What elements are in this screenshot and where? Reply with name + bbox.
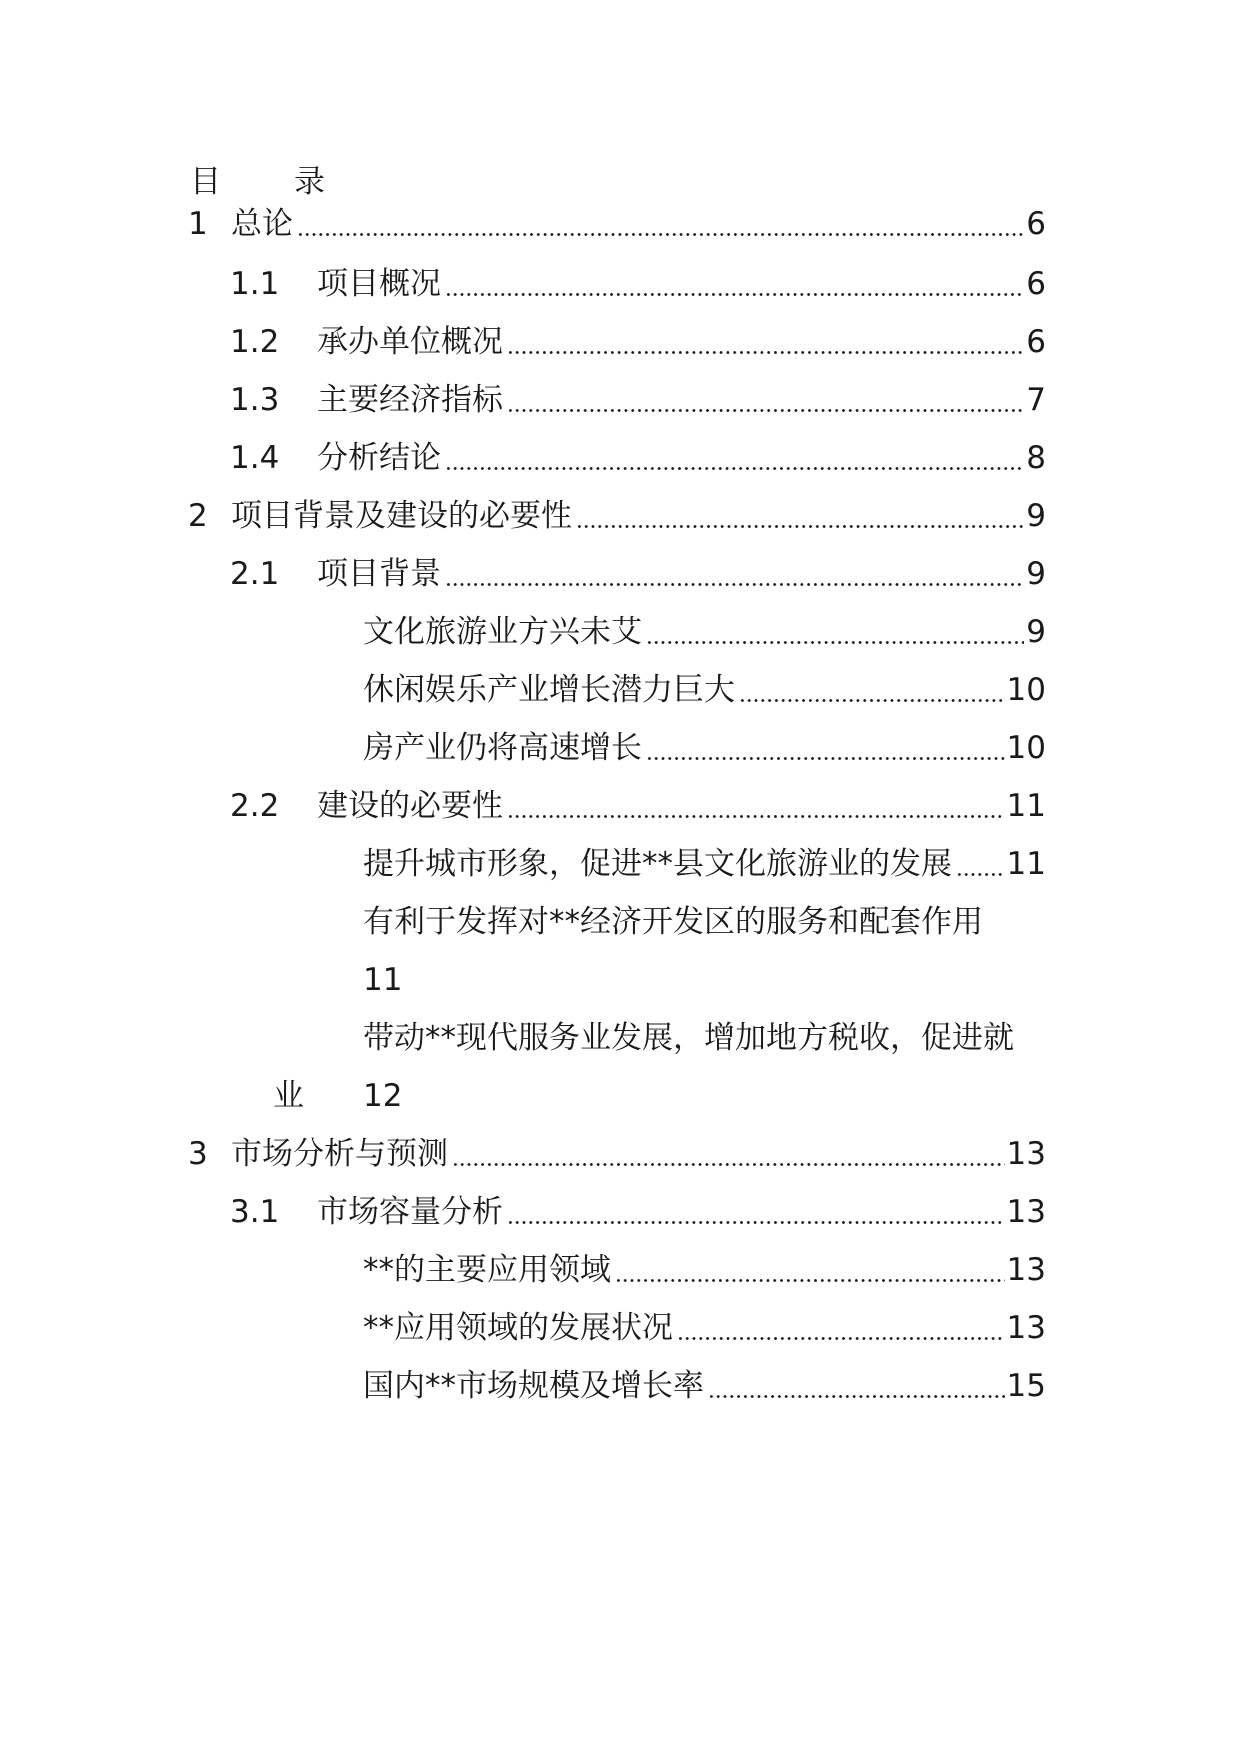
- dot-leader: [677, 1306, 1005, 1350]
- dot-leader: [507, 378, 1024, 422]
- toc-entry-label: 国内**市场规模及增长率: [363, 1368, 704, 1404]
- toc-entry-label: 主要经济指标: [317, 382, 503, 418]
- toc-entry-number: 2.2: [230, 788, 280, 824]
- toc-entry-label: 项目概况: [317, 266, 441, 302]
- toc-entry-1[interactable]: [188, 202, 1046, 246]
- toc-entry-page: 13: [1006, 1194, 1046, 1230]
- toc-entry-3-1-3[interactable]: [363, 1364, 1046, 1408]
- dot-leader: [445, 552, 1024, 596]
- toc-entry-page: 6: [1026, 324, 1046, 360]
- dot-leader: [739, 668, 1005, 712]
- toc-entry-label: 总论: [231, 206, 293, 242]
- toc-entry-2-2-1[interactable]: [363, 842, 1046, 886]
- dot-leader: [445, 436, 1024, 480]
- toc-entry-number: 1.4: [230, 440, 280, 476]
- toc-entry-number: 1.2: [230, 324, 280, 360]
- toc-entry-2-1-3[interactable]: [363, 726, 1046, 770]
- toc-entry-page: 7: [1026, 382, 1046, 418]
- dot-leader: [576, 494, 1024, 538]
- toc-entry-2-2-3-page[interactable]: 12: [363, 1078, 403, 1114]
- dot-leader: [452, 1132, 1005, 1176]
- toc-entry-1-2[interactable]: [230, 320, 1046, 364]
- toc-entry-number: 1.1: [230, 266, 280, 302]
- toc-entry-label: 房产业仍将高速增长: [363, 730, 642, 766]
- toc-entry-page: 13: [1006, 1136, 1046, 1172]
- toc-entry-3-1-2[interactable]: [363, 1306, 1046, 1350]
- toc-entry-label: 建设的必要性: [317, 788, 503, 824]
- toc-title-char-1: 目: [190, 164, 221, 200]
- toc-entry-2-2-2-page[interactable]: 11: [363, 962, 403, 998]
- dot-leader: [445, 262, 1024, 306]
- toc-title-char-2: 录: [294, 164, 325, 200]
- toc-entry-number: 1: [188, 206, 208, 242]
- toc-entry-page: 11: [1006, 846, 1046, 882]
- toc-entry-label: **应用领域的发展状况: [363, 1310, 673, 1346]
- toc-entry-3-1-1[interactable]: [363, 1248, 1046, 1292]
- toc-entry-1-3[interactable]: [230, 378, 1046, 422]
- toc-entry-page: 9: [1026, 498, 1046, 534]
- toc-entry-number: 2: [188, 498, 208, 534]
- toc-entry-label: 项目背景: [317, 556, 441, 592]
- dot-leader: [507, 1190, 1005, 1234]
- dot-leader: [956, 842, 1005, 886]
- dot-leader: [646, 726, 1005, 770]
- toc-entry-page: 10: [1006, 730, 1046, 766]
- toc-entry-1-4[interactable]: [230, 436, 1046, 480]
- toc-entry-page: 10: [1006, 672, 1046, 708]
- dot-leader: [708, 1364, 1005, 1408]
- toc-entry-label: 市场分析与预测: [231, 1136, 448, 1172]
- toc-entry-page: 6: [1026, 266, 1046, 302]
- toc-entry-2-2-3-label-line1[interactable]: 带动**现代服务业发展，增加地方税收，促进就: [363, 1020, 1014, 1056]
- toc-entry-2-2[interactable]: [230, 784, 1046, 828]
- toc-entry-3-1[interactable]: [230, 1190, 1046, 1234]
- toc-entry-2-1-1[interactable]: [363, 610, 1046, 654]
- toc-entry-page: 15: [1006, 1368, 1046, 1404]
- toc-entry-2-1[interactable]: [230, 552, 1046, 596]
- dot-leader: [507, 320, 1024, 364]
- toc-entry-label: **的主要应用领域: [363, 1252, 611, 1288]
- dot-leader: [507, 784, 1005, 828]
- toc-entry-label: 休闲娱乐产业增长潜力巨大: [363, 672, 735, 708]
- dot-leader: [297, 202, 1024, 246]
- toc-entry-page: 9: [1026, 556, 1046, 592]
- toc-entry-number: 2.1: [230, 556, 280, 592]
- toc-entry-2-2-3-label-line2[interactable]: 业: [273, 1078, 304, 1114]
- toc-entry-label: 市场容量分析: [317, 1194, 503, 1230]
- toc-entry-label: 文化旅游业方兴未艾: [363, 614, 642, 650]
- toc-entry-page: 13: [1006, 1252, 1046, 1288]
- toc-entry-label: 提升城市形象，促进**县文化旅游业的发展: [363, 846, 952, 882]
- toc-entry-page: 11: [1006, 788, 1046, 824]
- toc-entry-label: 承办单位概况: [317, 324, 503, 360]
- toc-entry-number: 1.3: [230, 382, 280, 418]
- toc-entry-page: 13: [1006, 1310, 1046, 1346]
- toc-entry-3[interactable]: [188, 1132, 1046, 1176]
- toc-entry-2-1-2[interactable]: [363, 668, 1046, 712]
- toc-entry-label: 分析结论: [317, 440, 441, 476]
- toc-entry-page: 6: [1026, 206, 1046, 242]
- toc-title: [190, 160, 325, 204]
- toc-entry-1-1[interactable]: [230, 262, 1046, 306]
- toc-entry-label: 项目背景及建设的必要性: [231, 498, 572, 534]
- toc-entry-number: 3: [188, 1136, 208, 1172]
- toc-entry-page: 8: [1026, 440, 1046, 476]
- toc-entry-page: 9: [1026, 614, 1046, 650]
- toc-entry-2-2-2-label[interactable]: 有利于发挥对**经济开发区的服务和配套作用: [363, 904, 983, 940]
- toc-entry-number: 3.1: [230, 1194, 280, 1230]
- toc-entry-2[interactable]: [188, 494, 1046, 538]
- dot-leader: [615, 1248, 1005, 1292]
- dot-leader: [646, 610, 1024, 654]
